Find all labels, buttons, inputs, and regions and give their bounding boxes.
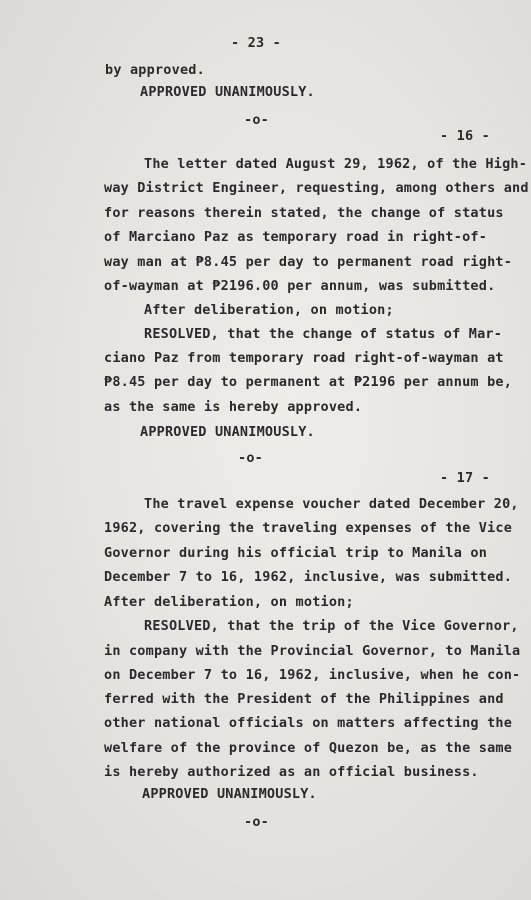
text-line: of Marciano Paz as temporary road in right-of- bbox=[104, 229, 488, 245]
approval-line: APPROVED UNANIMOUSLY. bbox=[142, 786, 317, 802]
text-line: Governor during his official trip to Manila on bbox=[104, 545, 488, 561]
text-line: ferred with the President of the Philippines and bbox=[104, 691, 504, 707]
text-line: in company with the Provincial Governor, to Manila bbox=[104, 643, 521, 659]
text-line: other national officials on matters affecting the bbox=[104, 715, 513, 731]
text-line: for reasons therein stated, the change of status bbox=[104, 205, 504, 221]
text-line: way man at ₱8.45 per day to permanent road right- bbox=[104, 254, 513, 270]
item-number: - 17 - bbox=[440, 470, 490, 486]
section-divider: -o- bbox=[244, 814, 269, 830]
item-number: - 16 - bbox=[440, 128, 490, 144]
text-line: welfare of the province of Quezon be, as the same bbox=[104, 740, 513, 756]
page-number: - 23 - bbox=[231, 35, 281, 51]
approval-line: APPROVED UNANIMOUSLY. bbox=[140, 424, 315, 440]
text-line: December 7 to 16, 1962, inclusive, was submitted. bbox=[104, 569, 513, 585]
text-line: The letter dated August 29, 1962, of the High- bbox=[144, 156, 528, 172]
text-line: After deliberation, on motion; bbox=[104, 594, 354, 610]
text-line: ciano Paz from temporary road right-of-wayman at bbox=[104, 350, 504, 366]
section-divider: -o- bbox=[244, 112, 269, 128]
text-line: way District Engineer, requesting, among others and bbox=[104, 180, 529, 196]
text-line: RESOLVED, that the trip of the Vice Governor, bbox=[144, 618, 519, 634]
text-line: by approved. bbox=[105, 62, 205, 78]
text-line: on December 7 to 16, 1962, inclusive, when he con- bbox=[104, 667, 521, 683]
text-line: as the same is hereby approved. bbox=[104, 399, 363, 415]
section-divider: -o- bbox=[238, 450, 263, 466]
text-line: is hereby authorized as an official business. bbox=[104, 764, 479, 780]
text-line: The travel expense voucher dated December 20, bbox=[144, 496, 519, 512]
text-line: After deliberation, on motion; bbox=[144, 302, 394, 318]
approval-line: APPROVED UNANIMOUSLY. bbox=[140, 84, 315, 100]
text-line: ₱8.45 per day to permanent at ₱2196 per annum be, bbox=[104, 374, 513, 390]
text-line: of-wayman at ₱2196.00 per annum, was submitted. bbox=[104, 278, 496, 294]
text-line: 1962, covering the traveling expenses of the Vice bbox=[104, 520, 513, 536]
text-line: RESOLVED, that the change of status of Mar- bbox=[144, 326, 503, 342]
